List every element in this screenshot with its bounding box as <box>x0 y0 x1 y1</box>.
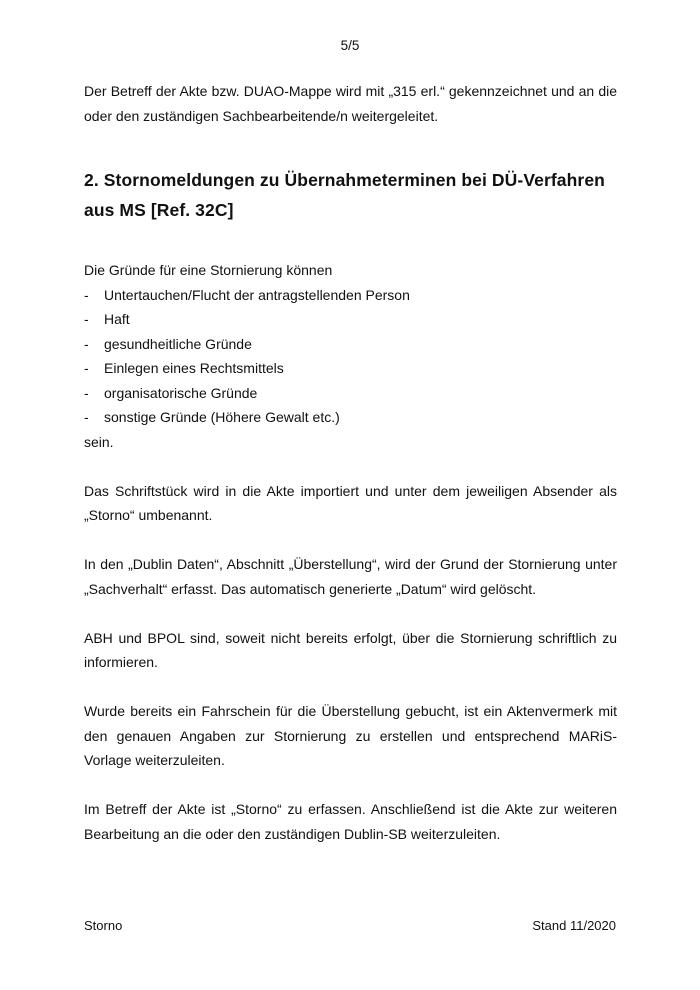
list-item-text: Untertauchen/Flucht der antragstellenden Person <box>104 286 410 303</box>
page-number: 5/5 <box>340 38 360 53</box>
list-marker: - <box>84 360 89 376</box>
list-intro: Die Gründe für eine Stornierung können <box>84 262 333 278</box>
footer-title: Storno <box>84 918 123 933</box>
list-item <box>84 405 617 430</box>
paragraph-import: Das Schriftstück wird in die Akte importiert und unter dem jeweiligen Absender als „Storno“ umbenannt. <box>84 482 617 523</box>
list-marker: - <box>84 335 89 352</box>
list-marker: - <box>84 286 89 303</box>
list-item-text: Haft <box>104 311 130 327</box>
paragraph-fahrschein: Wurde bereits ein Fahrschein für die Überstellung gebucht, ist ein Aktenvermerk mit den genauen Angaben zur Stornierung zu erstellen und entsprechend MARiS- Vorlage weiterzuleiten. <box>84 703 617 768</box>
list-item <box>84 381 617 406</box>
paragraph-dublin-daten: In den „Dublin Daten“, Abschnitt „Überstellung“, wird der Grund der Stornierung unter „Sachverhalt“ erfasst. Das automatisch generierte „Datum“ wird gelöscht. <box>84 556 617 597</box>
document-body <box>84 79 617 871</box>
paragraph-betreff: Im Betreff der Akte ist „Storno“ zu erfassen. Anschließend ist die Akte zur weiteren Bearbeitung an die oder den zuständigen Dublin-SB weiterzuleiten. <box>84 801 617 842</box>
list-item <box>84 307 617 332</box>
list-marker: - <box>84 311 89 327</box>
list-item <box>84 356 617 381</box>
footer-date: Stand 11/2020 <box>532 918 616 933</box>
list-item-text: Einlegen eines Rechtsmittels <box>104 360 284 376</box>
list-item-text: gesundheitliche Gründe <box>104 335 252 352</box>
paragraph-abh-bpol: ABH und BPOL sind, soweit nicht bereits erfolgt, über die Stornierung schriftlich zu informieren. <box>84 629 617 670</box>
list-item <box>84 283 617 308</box>
list-marker: - <box>84 384 89 401</box>
list-item-text: organisatorische Gründe <box>104 384 258 401</box>
list-item-text: sonstige Gründe (Höhere Gewalt etc.) <box>104 409 340 425</box>
section-heading: 2. Stornomeldungen zu Übernahmeterminen bei DÜ-Verfahren aus MS [Ref. 32C] <box>84 170 605 220</box>
reasons-list <box>84 283 617 430</box>
list-item <box>84 332 617 357</box>
intro-paragraph: Der Betreff der Akte bzw. DUAO-Mappe wird mit „315 erl.“ gekennzeichnet und an die oder den zuständigen Sachbearbeitende/n weitergeleitet. <box>84 83 617 124</box>
list-marker: - <box>84 409 89 425</box>
list-end: sein. <box>84 433 114 450</box>
